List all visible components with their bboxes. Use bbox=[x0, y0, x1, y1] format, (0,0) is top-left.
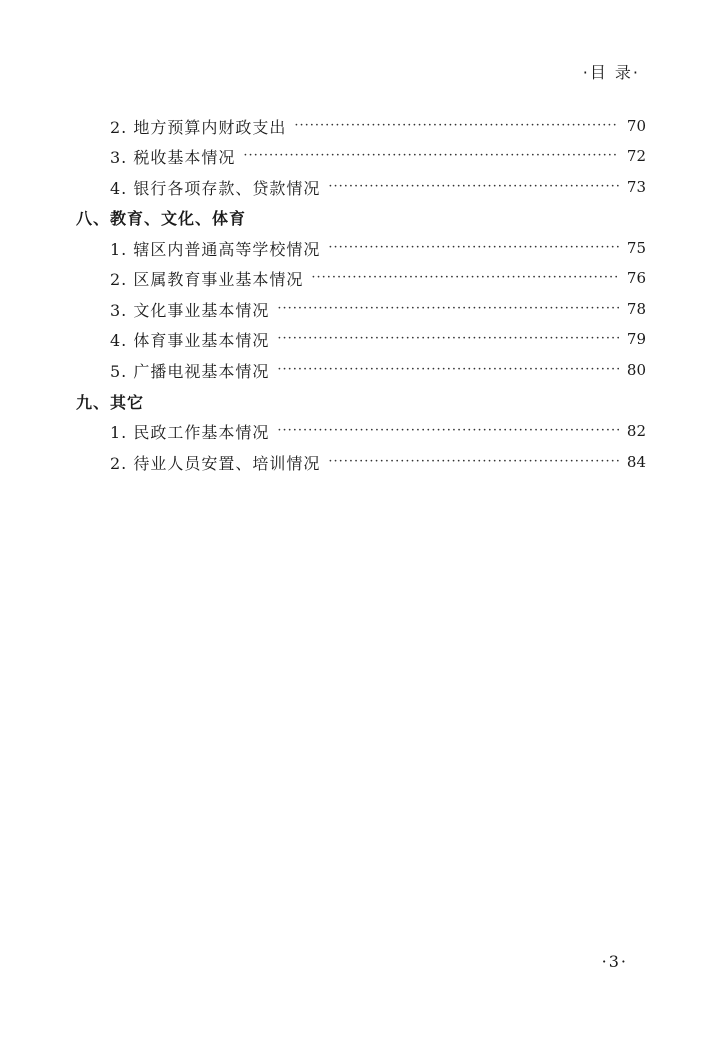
toc-entry-title: 3. 文化事业基本情况 bbox=[110, 300, 270, 320]
page-number: ·3· bbox=[601, 952, 628, 971]
dot-leader bbox=[328, 450, 619, 474]
toc-entry[interactable] bbox=[110, 419, 646, 443]
toc-entry-page: 78 bbox=[626, 300, 646, 318]
toc-entry-page: 82 bbox=[626, 422, 646, 440]
dot-leader bbox=[328, 175, 619, 199]
toc-entry-title: 2. 地方预算内财政支出 bbox=[110, 117, 287, 137]
toc-entry[interactable] bbox=[110, 358, 646, 382]
toc-entry[interactable] bbox=[110, 236, 646, 260]
dot-leader bbox=[243, 144, 619, 168]
toc-entry-page: 75 bbox=[626, 239, 646, 257]
toc-entry-title: 3. 税收基本情况 bbox=[110, 147, 236, 167]
dot-leader bbox=[277, 419, 619, 443]
toc-entry[interactable] bbox=[110, 327, 646, 351]
toc-section-heading: 八、教育、文化、体育 bbox=[76, 208, 247, 228]
toc-entry-title: 1. 民政工作基本情况 bbox=[110, 422, 270, 442]
dot-leader bbox=[311, 266, 619, 290]
toc-entry[interactable] bbox=[110, 297, 646, 321]
toc-entry-page: 79 bbox=[626, 330, 646, 348]
toc-entry-page: 72 bbox=[626, 147, 646, 165]
toc-entry-title: 2. 待业人员安置、培训情况 bbox=[110, 453, 321, 473]
toc-entry-page: 80 bbox=[626, 361, 646, 379]
running-header: ·目 录· bbox=[582, 63, 640, 82]
toc-entry[interactable] bbox=[110, 114, 646, 138]
toc-entry-title: 1. 辖区内普通高等学校情况 bbox=[110, 239, 321, 259]
toc-entry-title: 5. 广播电视基本情况 bbox=[110, 361, 270, 381]
toc-entry-page: 73 bbox=[626, 178, 646, 196]
toc-entry-page: 84 bbox=[626, 453, 646, 471]
toc-entry-title: 4. 银行各项存款、贷款情况 bbox=[110, 178, 321, 198]
dot-leader bbox=[277, 358, 619, 382]
toc-entry-page: 70 bbox=[626, 117, 646, 135]
toc-entry-title: 2. 区属教育事业基本情况 bbox=[110, 269, 304, 289]
toc-entry-page: 76 bbox=[626, 269, 646, 287]
dot-leader bbox=[277, 297, 619, 321]
dot-leader bbox=[328, 236, 619, 260]
toc-entry[interactable] bbox=[110, 450, 646, 474]
toc-entry[interactable] bbox=[110, 266, 646, 290]
dot-leader bbox=[277, 327, 619, 351]
dot-leader bbox=[294, 114, 619, 138]
toc-entry-title: 4. 体育事业基本情况 bbox=[110, 330, 270, 350]
toc-entry[interactable] bbox=[110, 144, 646, 168]
toc-entry[interactable] bbox=[110, 175, 646, 199]
toc-section-heading: 九、其它 bbox=[76, 392, 145, 412]
